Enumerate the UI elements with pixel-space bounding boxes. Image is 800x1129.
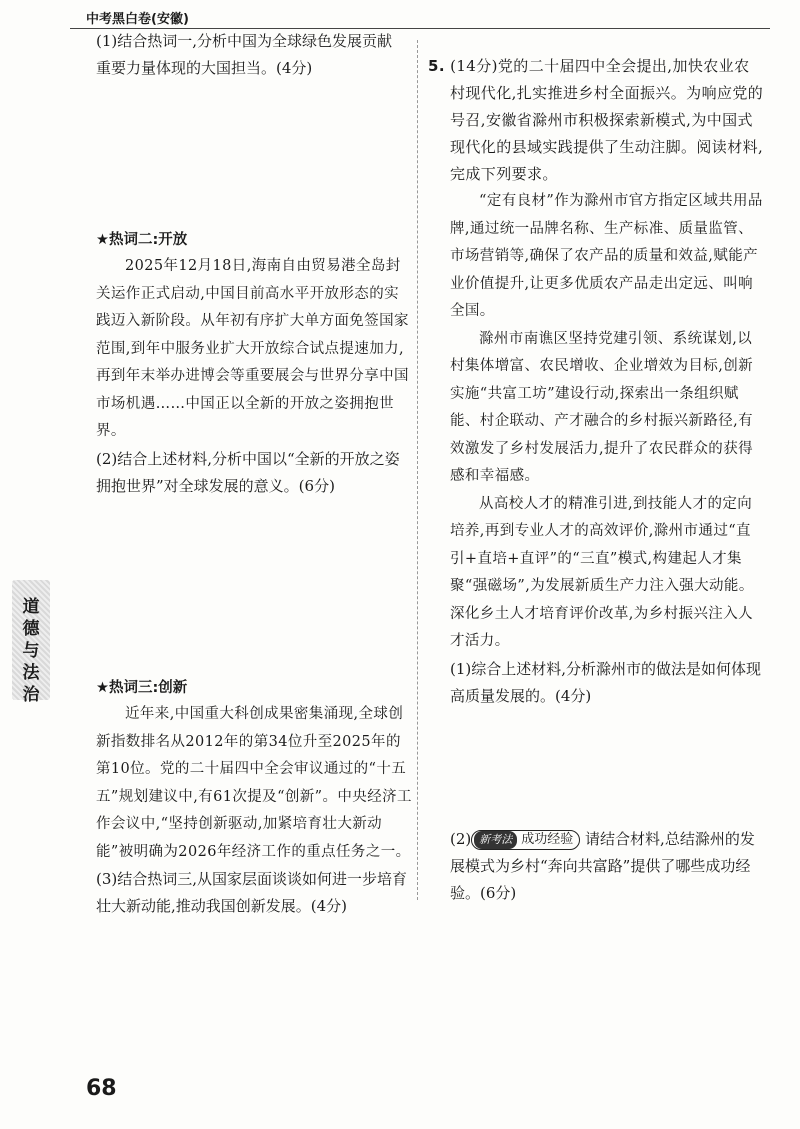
header-title: 中考黑白卷(安徽) <box>86 12 189 27</box>
material-paragraph: 从高校人才的精准引进,到技能人才的定向培养,再到专业人才的高效评价,滁州市通过“直引+直培+直评”的“三直”模式,构建起人才集聚“强磁场”,为发展新质生产力注入强大动能。深化乡土人才培育评价改革,为乡村振兴注入人才活力。 <box>450 495 754 649</box>
question-5-intro <box>428 53 764 188</box>
hotword-2-material: 2025年12月18日,海南自由贸易港全岛封关运作正式启动,中国目前高水平开放形态的实践迈入新阶段。从年初有序扩大单方面免签国家范围,到年中服务业扩大开放综合试点提速加力,再到年末举办进博会等重要展会与世界分享中国市场机遇……中国正以全新的开放之姿拥抱世界。 <box>96 258 409 439</box>
right-question-2-prefix: (2) <box>450 830 472 848</box>
left-question-1: (1)结合热词一,分析中国为全球绿色发展贡献重要力量体现的大国担当。(4分) <box>96 32 393 77</box>
left-question-3: (3)结合热词三,从国家层面谈谈如何进一步培育壮大新动能,推动我国创新发展。(4分) <box>96 870 408 915</box>
right-q2-block <box>450 826 766 907</box>
question-5-intro-text: (14分)党的二十届四中全会提出,加快农业农村现代化,扎实推进乡村全面振兴。为响应党的号召,安徽省滁州市积极探索新模式,为中国式现代化的县域实践提供了生动注脚。阅读材料,完成下列要求。 <box>450 57 764 183</box>
hotword-3-section <box>96 676 412 920</box>
page-header <box>70 6 770 29</box>
badge-label: 成功经验 <box>521 832 574 847</box>
question-5-block <box>428 53 764 710</box>
hotword-2-section <box>96 228 412 500</box>
hotword-3-title: ★热词三:创新 <box>96 680 188 696</box>
hotword-3-material: 近年来,中国重大科创成果密集涌现,全球创新指数排名从2012年的第34位升至2025年的第10位。党的二十届四中全会审议通过的“十五五”规划建议中,有61次提及“创新”。中央经济工作会议中,“坚持创新驱动,加紧培育壮大新动能”被明确为2026年经济工作的重点任务之一。 <box>96 706 412 860</box>
page-number: 68 <box>86 1076 117 1101</box>
column-divider <box>417 40 418 900</box>
right-question-2 <box>450 826 766 907</box>
subject-label: 道德与法治 <box>22 597 40 705</box>
material-paragraph: 滁州市南谯区坚持党建引领、系统谋划,以村集体增富、农民增收、企业增效为目标,创新实施“共富工坊”建设行动,探索出一条组织赋能、村企联动、产才融合的乡村振兴新路径,有效激发了乡村发展活力,提升了农民群众的获得感和幸福感。 <box>450 330 754 484</box>
question-5-materials <box>428 188 764 710</box>
new-method-badge <box>471 830 580 850</box>
hotword-2-title: ★热词二:开放 <box>96 232 188 248</box>
question-5-number: 5. <box>428 57 445 75</box>
material-paragraph: “定有良材”作为滁州市官方指定区域共用品牌,通过统一品牌名称、生产标准、质量监管、市场营销等,确保了农产品的质量和效益,赋能产业价值提升,让更多优质农产品走出定远、叫响全国。 <box>450 193 763 319</box>
badge-tag: 新考法 <box>474 831 517 849</box>
right-question-1: (1)综合上述材料,分析滁州市的做法是如何体现高质量发展的。(4分) <box>450 659 762 705</box>
right-question-2-text: 请结合材料,总结滁州的发展模式为乡村“奔向共富路”提供了哪些成功经验。(6分) <box>450 830 755 902</box>
left-q1-block <box>96 28 396 82</box>
subject-side-tab <box>12 580 50 705</box>
left-question-2: (2)结合上述材料,分析中国以“全新的开放之姿拥抱世界”对全球发展的意义。(6分) <box>96 449 400 495</box>
